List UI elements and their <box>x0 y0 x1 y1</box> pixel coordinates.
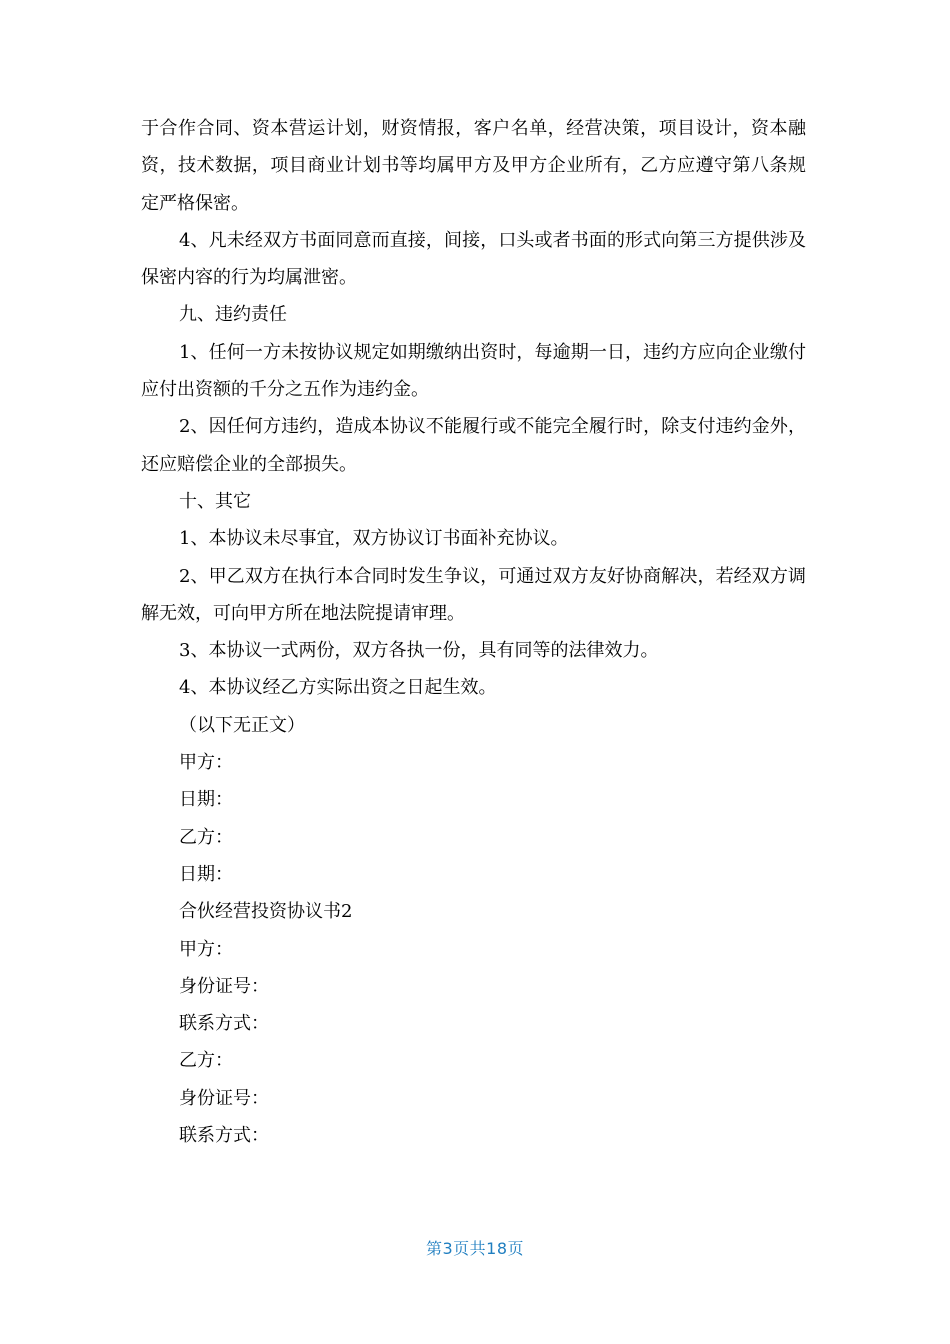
party-b-id-label: 身份证号： <box>179 1087 269 1109</box>
signature-date-b-label: 日期： <box>179 863 233 885</box>
paragraph-clause-10-3: 3、本协议一式两份，双方各执一份，具有同等的法律效力。 <box>179 640 659 662</box>
paragraph-clause-8-4: 4、凡未经双方书面同意而直接，间接，口头或者书面的形式向第三方提供涉及保密内容的行为均属泄密。 <box>141 229 806 289</box>
section-heading-other: 十、其它 <box>179 490 251 512</box>
paragraph-clause-10-1: 1、本协议未尽事宜，双方协议订书面补充协议。 <box>179 528 569 550</box>
agreement-2-title: 合伙经营投资协议书2 <box>179 901 353 923</box>
page-number-footer: 第3页共18页 <box>425 1239 525 1258</box>
party-a-label: 甲方： <box>179 938 233 960</box>
paragraph-clause-9-2: 2、因任何方违约，造成本协议不能履行或不能完全履行时，除支付违约金外，还应赔偿企业的全部损失。 <box>141 416 806 475</box>
party-b-label: 乙方： <box>179 1050 233 1072</box>
document-body <box>141 110 806 1154</box>
party-a-id-label: 身份证号： <box>179 975 269 997</box>
paragraph-clause-9-1: 1、任何一方未按协议规定如期缴纳出资时，每逾期一日，违约方应向企业缴付应付出资额的千分之五作为违约金。 <box>141 341 806 401</box>
no-further-text-note: （以下无正文） <box>179 714 305 736</box>
party-a-contact-label: 联系方式： <box>179 1013 269 1035</box>
paragraph-clause-10-2: 2、甲乙双方在执行本合同时发生争议，可通过双方友好协商解决，若经双方调解无效，可向甲方所在地法院提请审理。 <box>141 565 806 624</box>
section-heading-breach-liability: 九、违约责任 <box>179 304 287 326</box>
paragraph-confidential-scope: 于合作合同、资本营运计划，财资情报，客户名单，经营决策，项目设计，资本融资，技术数据，项目商业计划书等均属甲方及甲方企业所有，乙方应遵守第八条规定严格保密。 <box>141 118 806 214</box>
signature-date-a-label: 日期： <box>179 789 233 811</box>
signature-party-b-label: 乙方： <box>179 826 233 848</box>
signature-party-a-label: 甲方： <box>179 752 233 774</box>
party-b-contact-label: 联系方式： <box>179 1125 269 1147</box>
paragraph-clause-10-4: 4、本协议经乙方实际出资之日起生效。 <box>179 677 497 699</box>
